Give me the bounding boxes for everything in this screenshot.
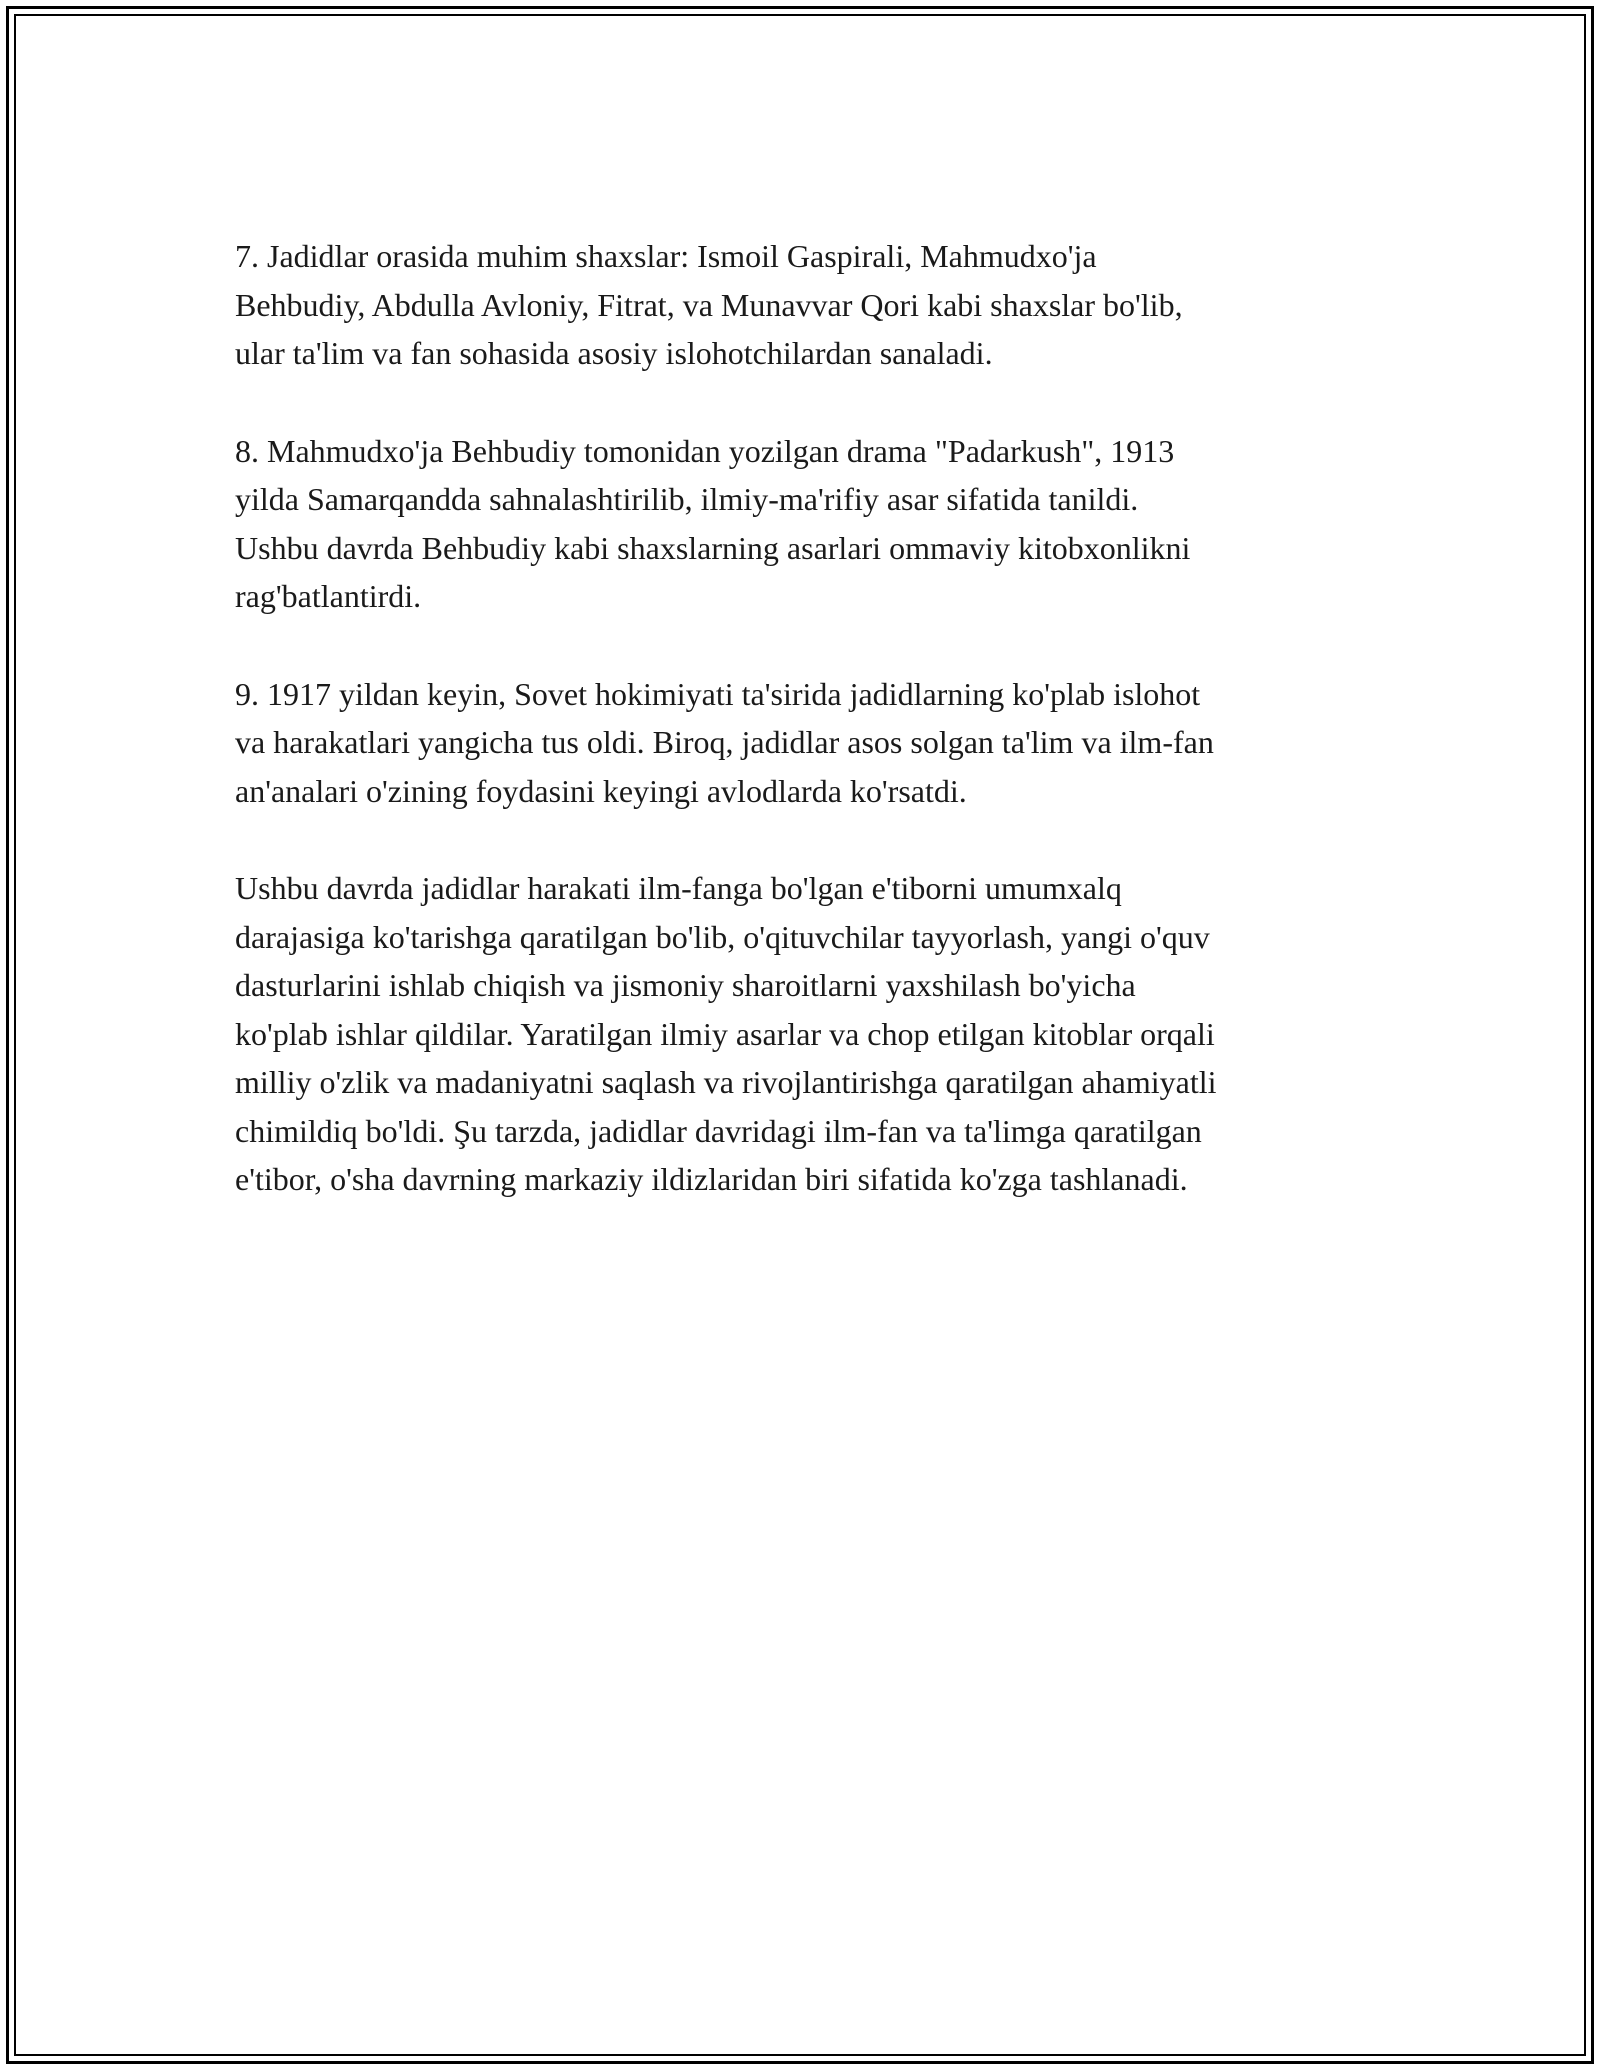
text-line: milliy o'zlik va madaniyatni saqlash va rivojlantirishga qaratilgan ahamiyatli <box>235 1064 1217 1100</box>
text-line: an'analari o'zining foydasini keyingi avlodlarda ko'rsatdi. <box>235 772 967 809</box>
text-line: 8. Mahmudxo'ja Behbudiy tomonidan yozilgan drama "Padarkush", 1913 <box>235 432 1175 469</box>
text-line: 9. 1917 yildan keyin, Sovet hokimiyati ta'sirida jadidlarning ko'plab islohot <box>235 675 1201 712</box>
text-line: rag'batlantirdi. <box>235 578 422 614</box>
text-line: yilda Samarqandda sahnalashtirilib, ilmiy-ma'rifiy asar sifatida tanildi. <box>235 481 1139 517</box>
text-line: darajasiga ko'tarishga qaratilgan bo'lib, o'qituvchilar tayyorlash, yangi o'quv <box>235 918 1210 955</box>
text-line: Ushbu davrda Behbudiy kabi shaxslarning asarlari ommaviy kitobxonlikni <box>235 529 1191 566</box>
text-line: dasturlarini ishlab chiqish va jismoniy sharoitlarni yaxshilash bo'yicha <box>235 967 1136 1003</box>
paragraph-7 <box>235 232 1385 378</box>
text-line: ular ta'lim va fan sohasida asosiy islohotchilardan sanaladi. <box>235 335 993 371</box>
text-line: 7. Jadidlar orasida muhim shaxslar: Ismoil Gaspirali, Mahmudxo'ja <box>235 238 1097 274</box>
text-line: ko'plab ishlar qildilar. Yaratilgan ilmiy asarlar va chop etilgan kitoblar orqali <box>235 1015 1215 1052</box>
paragraph-8 <box>235 427 1385 621</box>
text-line: e'tibor, o'sha davrning markaziy ildizlaridan biri sifatida ko'zga tashlanadi. <box>235 1161 1188 1197</box>
paragraph-9 <box>235 670 1385 816</box>
text-line: Behbudiy, Abdulla Avloniy, Fitrat, va Munavvar Qori kabi shaxslar bo'lib, <box>235 286 1183 323</box>
document-body <box>235 232 1385 1253</box>
text-line: chimildiq bo'ldi. Şu tarzda, jadidlar davridagi ilm-fan va ta'limga qaratilgan <box>235 1112 1202 1149</box>
text-line: va harakatlari yangicha tus oldi. Biroq, jadidlar asos solgan ta'lim va ilm-fan <box>235 724 1214 760</box>
text-line: Ushbu davrda jadidlar harakati ilm-fanga bo'lgan e'tiborni umumxalq <box>235 870 1122 906</box>
paragraph-summary <box>235 864 1385 1204</box>
